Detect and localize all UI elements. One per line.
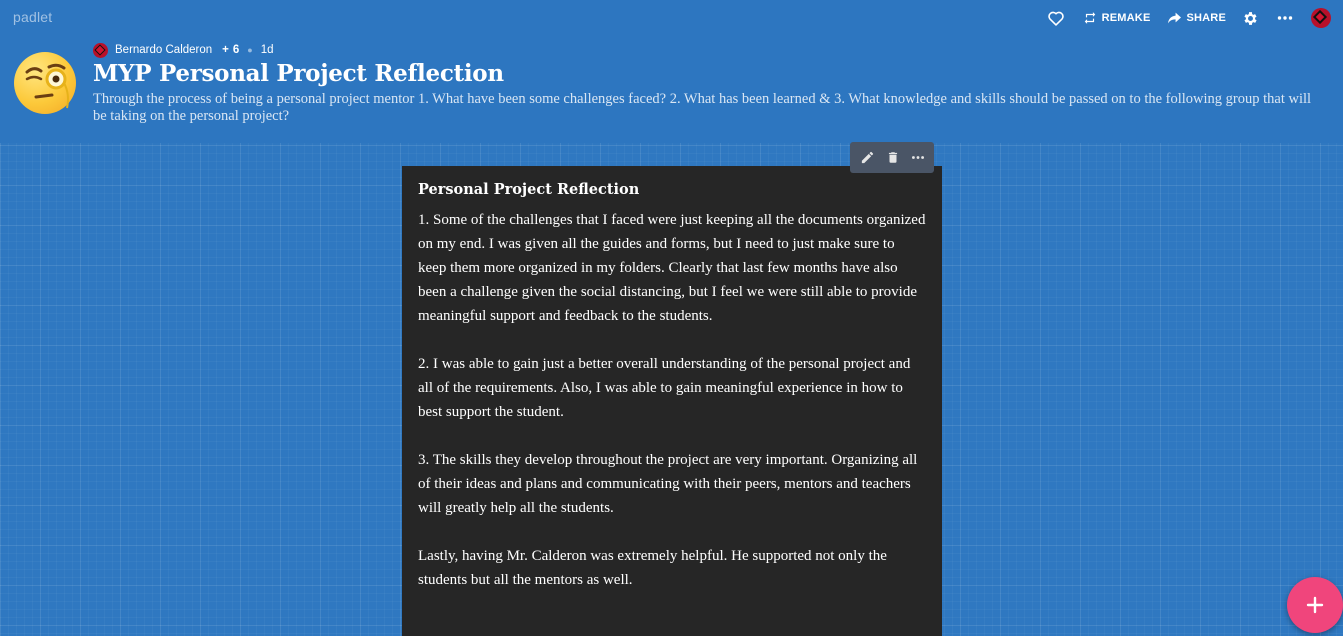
post-title: Personal Project Reflection bbox=[418, 181, 640, 198]
author-avatar[interactable] bbox=[93, 43, 108, 58]
post-body bbox=[418, 208, 926, 592]
remake-icon bbox=[1083, 11, 1097, 25]
post-paragraph: 3. The skills they develop throughout the project are very important. Organizing all of their ideas and plans and communicating with their peers, mentors and teachers will greatly help all the students. bbox=[418, 452, 918, 516]
plus-icon bbox=[1306, 596, 1324, 614]
board-header bbox=[0, 0, 1343, 143]
contributors-value: 6 bbox=[232, 44, 240, 56]
user-avatar bbox=[1311, 8, 1331, 28]
account-button[interactable] bbox=[1311, 8, 1331, 28]
gear-icon bbox=[1242, 10, 1259, 27]
settings-button[interactable] bbox=[1242, 10, 1259, 27]
share-button[interactable] bbox=[1168, 12, 1226, 24]
monocle-face-icon bbox=[14, 52, 76, 114]
post-card[interactable] bbox=[402, 166, 942, 636]
contributors-count bbox=[222, 44, 239, 56]
trash-icon[interactable] bbox=[886, 150, 900, 165]
like-button[interactable] bbox=[1047, 10, 1065, 26]
board-description: Through the process of being a personal project mentor 1. What have been some challenges faced? 2. What has been learned & 3. What knowledge and skills should be passed on to the following group that will be taking on the personal project? bbox=[93, 91, 1312, 124]
add-post-button[interactable] bbox=[1287, 577, 1343, 633]
remake-button[interactable] bbox=[1083, 11, 1151, 25]
board-emoji-monocle-icon[interactable] bbox=[14, 52, 76, 114]
share-label: SHARE bbox=[1186, 12, 1226, 24]
toolbar bbox=[1047, 6, 1331, 30]
more-button[interactable] bbox=[1277, 15, 1293, 21]
more-horizontal-icon[interactable] bbox=[911, 155, 925, 160]
board-age: 1d bbox=[260, 44, 274, 56]
board-title: MYP Personal Project Reflection bbox=[93, 60, 504, 87]
remake-label: REMAKE bbox=[1101, 12, 1151, 24]
post-paragraph: 2. I was able to gain just a better overall understanding of the personal project and all of the requirements. Also, I was able to gain meaningful experience in how to best support the student. bbox=[418, 356, 911, 420]
share-arrow-icon bbox=[1168, 12, 1181, 24]
author-name[interactable]: Bernardo Calderon bbox=[115, 44, 213, 56]
post-paragraph: 1. Some of the challenges that I faced were just keeping all the documents organized on my end. I was given all the guides and forms, but I need to just make sure to keep them more organized in my folders. Clearly that last few months have also been a challenge given the social distancing, but I feel we were still able to provide meaningful support and feedback to the students. bbox=[418, 212, 926, 324]
post-action-bar bbox=[850, 142, 934, 173]
post-paragraph: Lastly, having Mr. Calderon was extremely helpful. He supported not only the students but all the mentors as well. bbox=[418, 548, 887, 588]
edit-icon[interactable] bbox=[860, 150, 875, 165]
heart-icon bbox=[1047, 10, 1065, 26]
padlet-logo[interactable]: padlet bbox=[13, 9, 53, 25]
author-row bbox=[93, 42, 274, 58]
plus-icon-small: + bbox=[222, 44, 229, 56]
separator-dot: ● bbox=[247, 45, 253, 55]
more-horizontal-icon bbox=[1277, 15, 1293, 21]
